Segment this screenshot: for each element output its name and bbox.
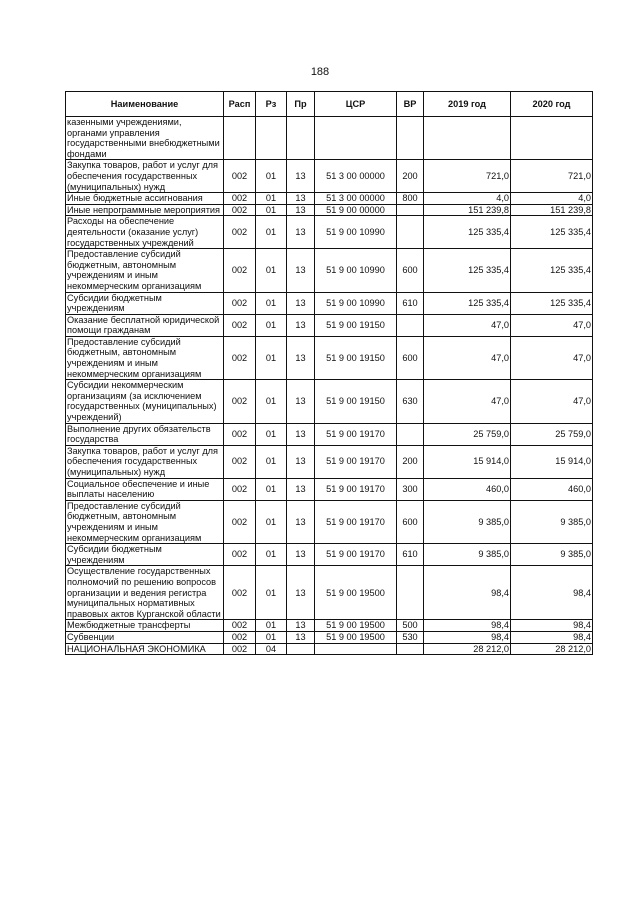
cell-2020: 98,4 xyxy=(511,631,593,643)
cell-rasp: 002 xyxy=(224,160,256,193)
cell-rasp: 002 xyxy=(224,566,256,620)
cell-rz: 01 xyxy=(256,292,287,314)
table-row xyxy=(66,445,593,478)
cell-2019: 15 914,0 xyxy=(424,445,511,478)
cell-vr: 600 xyxy=(397,500,424,543)
budget-table xyxy=(65,91,593,655)
cell-vr: 600 xyxy=(397,336,424,379)
cell-vr: 200 xyxy=(397,445,424,478)
cell-pr: 13 xyxy=(287,620,315,632)
cell-rasp: 002 xyxy=(224,620,256,632)
cell-rz: 01 xyxy=(256,314,287,336)
cell-2019: 98,4 xyxy=(424,620,511,632)
header-rz: Рз xyxy=(256,92,287,117)
cell-name: Межбюджетные трансферты xyxy=(66,620,224,632)
cell-2020: 47,0 xyxy=(511,314,593,336)
cell-2020: 25 759,0 xyxy=(511,423,593,445)
cell-csr: 51 9 00 19500 xyxy=(315,631,397,643)
header-2019: 2019 год xyxy=(424,92,511,117)
header-rasp: Расп xyxy=(224,92,256,117)
cell-pr: 13 xyxy=(287,566,315,620)
cell-rz: 01 xyxy=(256,204,287,216)
table-row xyxy=(66,423,593,445)
cell-rz: 01 xyxy=(256,620,287,632)
cell-pr: 13 xyxy=(287,314,315,336)
cell-2020: 460,0 xyxy=(511,478,593,500)
cell-rasp: 002 xyxy=(224,204,256,216)
table-header-row xyxy=(66,92,593,117)
cell-rz: 01 xyxy=(256,445,287,478)
cell-pr: 13 xyxy=(287,423,315,445)
cell-rasp: 002 xyxy=(224,216,256,249)
table-row xyxy=(66,631,593,643)
cell-csr: 51 9 00 19150 xyxy=(315,336,397,379)
cell-rasp: 002 xyxy=(224,478,256,500)
cell-name: Социальное обеспечение и иные выплаты населению xyxy=(66,478,224,500)
cell-rz: 01 xyxy=(256,544,287,566)
cell-csr xyxy=(315,643,397,655)
cell-csr: 51 9 00 10990 xyxy=(315,216,397,249)
cell-vr xyxy=(397,643,424,655)
table-row xyxy=(66,620,593,632)
cell-2019: 721,0 xyxy=(424,160,511,193)
cell-csr: 51 9 00 00000 xyxy=(315,204,397,216)
cell-rasp: 002 xyxy=(224,193,256,205)
cell-2019: 125 335,4 xyxy=(424,216,511,249)
cell-2019: 47,0 xyxy=(424,314,511,336)
cell-pr: 13 xyxy=(287,292,315,314)
cell-2019: 125 335,4 xyxy=(424,249,511,292)
cell-vr: 610 xyxy=(397,544,424,566)
cell-name: Субсидии бюджетным учреждениям xyxy=(66,544,224,566)
table-row xyxy=(66,643,593,655)
cell-vr xyxy=(397,216,424,249)
cell-csr xyxy=(315,117,397,160)
cell-rasp: 002 xyxy=(224,445,256,478)
cell-vr xyxy=(397,117,424,160)
cell-rasp: 002 xyxy=(224,643,256,655)
cell-pr: 13 xyxy=(287,160,315,193)
cell-csr: 51 9 00 10990 xyxy=(315,249,397,292)
cell-2020: 9 385,0 xyxy=(511,544,593,566)
cell-name: Предоставление субсидий бюджетным, автономным учреждениям и иным некоммерческим организациям xyxy=(66,249,224,292)
cell-2019: 98,4 xyxy=(424,631,511,643)
cell-2020: 47,0 xyxy=(511,336,593,379)
cell-rasp: 002 xyxy=(224,544,256,566)
cell-csr: 51 9 00 19170 xyxy=(315,544,397,566)
cell-2020: 9 385,0 xyxy=(511,500,593,543)
cell-2020: 47,0 xyxy=(511,380,593,423)
cell-vr: 300 xyxy=(397,478,424,500)
cell-name: Субсидии некоммерческим организациям (за исключением государственных (муниципальных) учреждений) xyxy=(66,380,224,423)
cell-2020: 98,4 xyxy=(511,620,593,632)
cell-rz: 01 xyxy=(256,216,287,249)
cell-vr: 610 xyxy=(397,292,424,314)
table-row xyxy=(66,117,593,160)
cell-2019: 460,0 xyxy=(424,478,511,500)
cell-vr: 630 xyxy=(397,380,424,423)
cell-pr: 13 xyxy=(287,216,315,249)
cell-vr: 200 xyxy=(397,160,424,193)
cell-rz: 01 xyxy=(256,249,287,292)
cell-rz: 01 xyxy=(256,478,287,500)
table-row xyxy=(66,249,593,292)
cell-rasp: 002 xyxy=(224,500,256,543)
cell-name: Субвенции xyxy=(66,631,224,643)
cell-vr: 530 xyxy=(397,631,424,643)
table-row xyxy=(66,566,593,620)
cell-rasp xyxy=(224,117,256,160)
cell-2019: 4,0 xyxy=(424,193,511,205)
header-pr: Пр xyxy=(287,92,315,117)
cell-rasp: 002 xyxy=(224,423,256,445)
cell-vr xyxy=(397,204,424,216)
table-row xyxy=(66,544,593,566)
cell-pr xyxy=(287,117,315,160)
cell-name: казенными учреждениями, органами управления государственными внебюджетными фондами xyxy=(66,117,224,160)
table-row xyxy=(66,336,593,379)
cell-2020: 28 212,0 xyxy=(511,643,593,655)
cell-pr: 13 xyxy=(287,445,315,478)
cell-2019: 125 335,4 xyxy=(424,292,511,314)
cell-rasp: 002 xyxy=(224,336,256,379)
cell-name: Предоставление субсидий бюджетным, автономным учреждениям и иным некоммерческим организациям xyxy=(66,336,224,379)
cell-csr: 51 9 00 19170 xyxy=(315,500,397,543)
cell-csr: 51 9 00 19150 xyxy=(315,314,397,336)
cell-rz: 01 xyxy=(256,160,287,193)
cell-vr: 500 xyxy=(397,620,424,632)
header-vr: ВР xyxy=(397,92,424,117)
cell-rz: 01 xyxy=(256,631,287,643)
cell-csr: 51 9 00 19170 xyxy=(315,445,397,478)
cell-rasp: 002 xyxy=(224,292,256,314)
cell-pr: 13 xyxy=(287,544,315,566)
cell-2019: 9 385,0 xyxy=(424,544,511,566)
header-name: Наименование xyxy=(66,92,224,117)
cell-rz: 01 xyxy=(256,566,287,620)
cell-rz: 01 xyxy=(256,423,287,445)
cell-2019: 9 385,0 xyxy=(424,500,511,543)
cell-rz: 01 xyxy=(256,380,287,423)
cell-2020: 151 239,8 xyxy=(511,204,593,216)
cell-csr: 51 9 00 19500 xyxy=(315,620,397,632)
cell-2019: 25 759,0 xyxy=(424,423,511,445)
cell-rz: 01 xyxy=(256,336,287,379)
table-row xyxy=(66,204,593,216)
cell-name: Предоставление субсидий бюджетным, автономным учреждениям и иным некоммерческим организациям xyxy=(66,500,224,543)
table-body xyxy=(66,117,593,655)
cell-2020: 15 914,0 xyxy=(511,445,593,478)
cell-pr: 13 xyxy=(287,336,315,379)
cell-name: Выполнение других обязательств государства xyxy=(66,423,224,445)
table-row xyxy=(66,380,593,423)
cell-rasp: 002 xyxy=(224,631,256,643)
cell-2019 xyxy=(424,117,511,160)
cell-2019: 47,0 xyxy=(424,336,511,379)
cell-name: Расходы на обеспечение деятельности (оказание услуг) государственных учреждений xyxy=(66,216,224,249)
cell-pr: 13 xyxy=(287,380,315,423)
cell-2020: 125 335,4 xyxy=(511,216,593,249)
cell-vr xyxy=(397,314,424,336)
cell-2020: 98,4 xyxy=(511,566,593,620)
table-row xyxy=(66,193,593,205)
cell-vr xyxy=(397,423,424,445)
cell-2020: 125 335,4 xyxy=(511,292,593,314)
cell-rz xyxy=(256,117,287,160)
cell-2020 xyxy=(511,117,593,160)
table-row xyxy=(66,292,593,314)
cell-name: Субсидии бюджетным учреждениям xyxy=(66,292,224,314)
cell-2019: 98,4 xyxy=(424,566,511,620)
cell-2019: 151 239,8 xyxy=(424,204,511,216)
cell-name: Оказание бесплатной юридической помощи гражданам xyxy=(66,314,224,336)
cell-csr: 51 9 00 19500 xyxy=(315,566,397,620)
cell-vr xyxy=(397,566,424,620)
header-csr: ЦСР xyxy=(315,92,397,117)
cell-2020: 721,0 xyxy=(511,160,593,193)
page-number: 188 xyxy=(310,66,330,78)
cell-csr: 51 3 00 00000 xyxy=(315,193,397,205)
cell-rasp: 002 xyxy=(224,249,256,292)
cell-rasp: 002 xyxy=(224,314,256,336)
cell-name: Закупка товаров, работ и услуг для обеспечения государственных (муниципальных) нужд xyxy=(66,160,224,193)
cell-rz: 01 xyxy=(256,500,287,543)
cell-csr: 51 9 00 19170 xyxy=(315,423,397,445)
cell-2020: 4,0 xyxy=(511,193,593,205)
cell-2019: 47,0 xyxy=(424,380,511,423)
header-2020: 2020 год xyxy=(511,92,593,117)
cell-pr: 13 xyxy=(287,249,315,292)
cell-csr: 51 3 00 00000 xyxy=(315,160,397,193)
table-row xyxy=(66,160,593,193)
cell-name: НАЦИОНАЛЬНАЯ ЭКОНОМИКА xyxy=(66,643,224,655)
cell-rz: 01 xyxy=(256,193,287,205)
cell-rasp: 002 xyxy=(224,380,256,423)
cell-pr: 13 xyxy=(287,193,315,205)
cell-rz: 04 xyxy=(256,643,287,655)
cell-pr: 13 xyxy=(287,500,315,543)
cell-vr: 800 xyxy=(397,193,424,205)
cell-name: Осуществление государственных полномочий по решению вопросов организации и ведения регистра муниципальных нормативных правовых актов Курганской области xyxy=(66,566,224,620)
cell-csr: 51 9 00 10990 xyxy=(315,292,397,314)
table-row xyxy=(66,500,593,543)
cell-pr: 13 xyxy=(287,204,315,216)
cell-name: Закупка товаров, работ и услуг для обеспечения государственных (муниципальных) нужд xyxy=(66,445,224,478)
cell-2019: 28 212,0 xyxy=(424,643,511,655)
table-row xyxy=(66,478,593,500)
table-row xyxy=(66,314,593,336)
cell-pr: 13 xyxy=(287,631,315,643)
cell-name: Иные бюджетные ассигнования xyxy=(66,193,224,205)
table-row xyxy=(66,216,593,249)
cell-pr xyxy=(287,643,315,655)
cell-name: Иные непрограммные мероприятия xyxy=(66,204,224,216)
cell-2020: 125 335,4 xyxy=(511,249,593,292)
cell-csr: 51 9 00 19150 xyxy=(315,380,397,423)
cell-vr: 600 xyxy=(397,249,424,292)
cell-pr: 13 xyxy=(287,478,315,500)
cell-csr: 51 9 00 19170 xyxy=(315,478,397,500)
